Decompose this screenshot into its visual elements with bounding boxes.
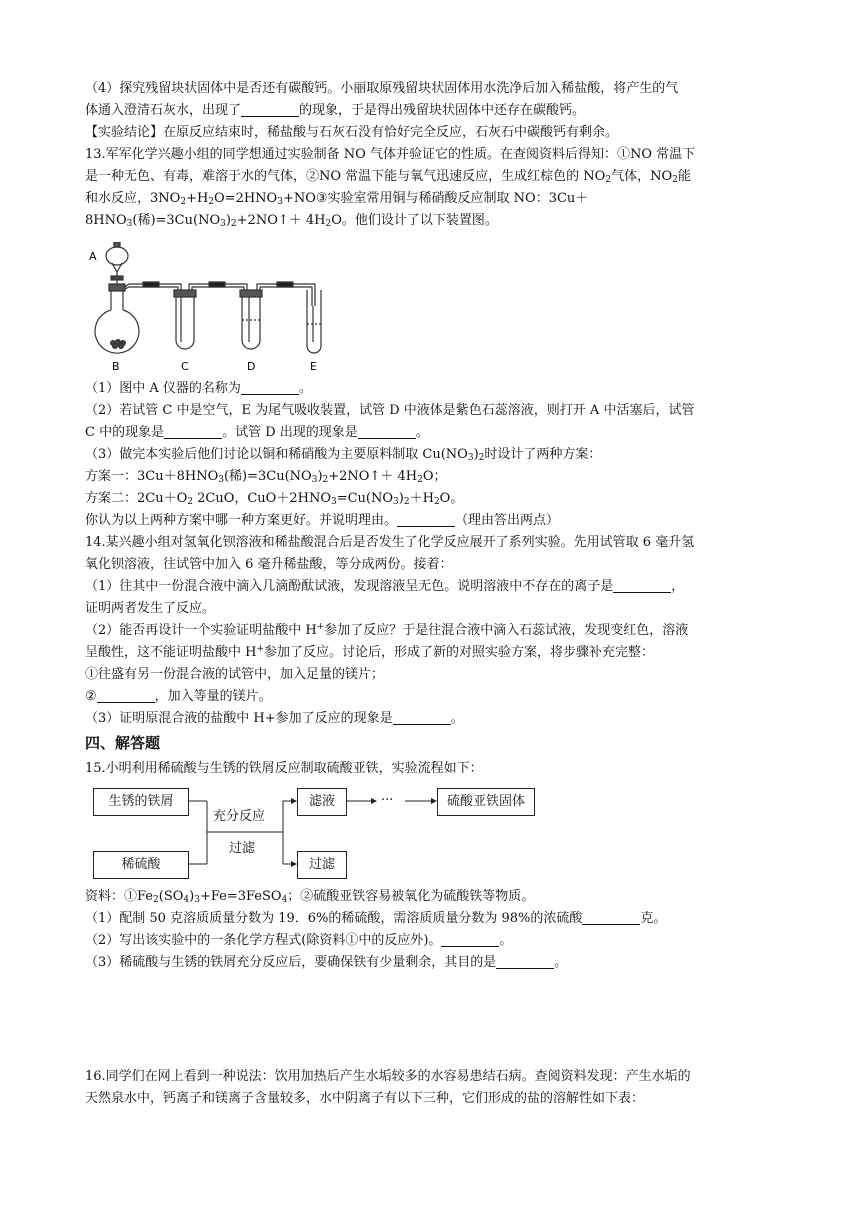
text: 13.军军化学兴趣小组的同学想通过实验制备 NO 气体并验证它的性质。在查阅资料后得知：①NO 常温下 bbox=[85, 147, 696, 162]
q13-part-2-line-1 bbox=[85, 400, 785, 422]
label-e: E bbox=[310, 360, 317, 373]
q13-line-4 bbox=[85, 210, 785, 232]
answer-blank[interactable] bbox=[358, 424, 416, 439]
text: 方案二：2Cu＋O bbox=[85, 491, 188, 506]
q14-part-1 bbox=[85, 576, 785, 598]
q12-line-2 bbox=[85, 100, 785, 122]
text: 2CuO，CuO＋2HNO bbox=[192, 491, 331, 506]
subscript: 2 bbox=[478, 453, 485, 463]
text: （4）探究残留块状固体中是否还有碳酸钙。小丽取原残留块状固体用水洗净后加入稀盐酸，将产生的气 bbox=[85, 81, 679, 96]
text: (SO bbox=[158, 889, 184, 904]
text: 体通入澄清石灰水，出现了 bbox=[85, 103, 242, 118]
text: 的现象，于是得出残留块状固体中还存在碳酸钙。 bbox=[299, 103, 586, 118]
q13-line-3 bbox=[85, 188, 785, 210]
text: +NO③实验室常用铜与稀硝酸反应制取 NO：3Cu＋ bbox=[282, 191, 589, 206]
apparatus-diagram bbox=[85, 242, 345, 374]
text: 证明两者发生了反应。 bbox=[85, 601, 216, 616]
flow-box-product: 硫酸亚铁固体 bbox=[437, 788, 535, 816]
text: 天然泉水中，钙离子和镁离子含量较多，水中阴离子有以下三种，它们形成的盐的溶解性如下表： bbox=[85, 1091, 645, 1106]
subscript: 3 bbox=[126, 219, 133, 229]
text: ② bbox=[85, 689, 97, 704]
text: C 中的现象是 bbox=[85, 425, 165, 440]
text: 资料：①Fe bbox=[85, 889, 154, 904]
subscript: 2 bbox=[153, 895, 159, 905]
text: ) bbox=[189, 889, 195, 904]
text: 是一种无色、有毒，难溶于水的气体，②NO 常温下能与氧气迅速反应，生成红棕色的 NO bbox=[85, 169, 606, 184]
text: （1）图中 A 仪器的名称为 bbox=[85, 381, 241, 396]
text: 。试管 D 出现的现象是 bbox=[222, 425, 358, 440]
experiment-conclusion bbox=[85, 122, 785, 144]
text: O。他们设计了以下装置图。 bbox=[331, 213, 498, 228]
text: （3）证明原混合液的盐酸中 H+参加了反应的现象是 bbox=[85, 711, 393, 726]
q13-part-2-line-2 bbox=[85, 422, 785, 444]
text: （1）配制 50 克溶质质量分数为 19．6%的稀硫酸，需溶质质量分数为 98%的浓硫酸 bbox=[85, 911, 583, 926]
blank-space bbox=[85, 974, 785, 1066]
text: ＋H bbox=[409, 491, 434, 506]
text: 【实验结论】在原反应结束时，稀盐酸与石灰石没有恰好完全反应，石灰石中碳酸钙有剩余。 bbox=[85, 125, 619, 140]
flow-box-filtrate: 滤液 bbox=[297, 788, 347, 816]
subscript: 4 bbox=[183, 895, 190, 905]
text: ) bbox=[473, 447, 479, 462]
label-a: A bbox=[89, 250, 97, 263]
text: (稀)=3Cu(NO bbox=[132, 213, 221, 228]
q15-info bbox=[85, 886, 785, 908]
text: 克。 bbox=[640, 911, 667, 926]
text: 。 bbox=[554, 955, 568, 970]
text: 。 bbox=[298, 381, 312, 396]
q14-part-1-cont bbox=[85, 598, 785, 620]
text: 气体，NO bbox=[611, 169, 673, 184]
q13-line-1 bbox=[85, 144, 785, 166]
label-d: D bbox=[247, 360, 256, 373]
text: 。 bbox=[499, 933, 513, 948]
subscript: 2 bbox=[672, 175, 678, 185]
q13-part-3 bbox=[85, 444, 785, 466]
q14-step-1 bbox=[85, 664, 785, 686]
flow-box-residue: 过滤 bbox=[297, 851, 347, 879]
text: ，加入等量的镁片。 bbox=[154, 689, 272, 704]
q13-part-1 bbox=[85, 378, 785, 400]
text: 16.同学们在网上看到一种说法：饮用加热后产生水垢较多的水容易患结石病。查阅资料发现：产生水垢的 bbox=[85, 1069, 691, 1084]
answer-blank[interactable] bbox=[97, 688, 155, 703]
text: O。 bbox=[439, 491, 464, 506]
text: +2NO↑＋ 4H bbox=[236, 213, 326, 228]
text: 。 bbox=[450, 711, 464, 726]
apparatus-svg bbox=[85, 242, 345, 374]
text: （理由答出两点） bbox=[455, 513, 560, 528]
flow-label-react: 充分反应 bbox=[213, 809, 266, 824]
subscript: 3 bbox=[194, 895, 200, 905]
text: 呈酸性，这不能证明盐酸中 H bbox=[85, 645, 257, 660]
text: O； bbox=[422, 469, 447, 484]
q13-part-4 bbox=[85, 510, 785, 532]
q12-line-1 bbox=[85, 78, 785, 100]
text: （2）若试管 C 中是空气，E 为尾气吸收装置，试管 D 中液体是紫色石蕊溶液，则打开 A 中活塞后，试管 bbox=[85, 403, 695, 418]
text: 方案一：3Cu＋8HNO bbox=[85, 469, 219, 484]
process-flow-diagram bbox=[87, 784, 547, 880]
label-c: C bbox=[181, 360, 189, 373]
text: 和水反应，3NO bbox=[85, 191, 181, 206]
q14-step-2 bbox=[85, 686, 785, 708]
subscript: 3 bbox=[330, 497, 337, 507]
text: 8HNO bbox=[85, 213, 127, 228]
answer-blank[interactable] bbox=[613, 578, 671, 593]
document-page bbox=[85, 78, 785, 1110]
delivery-tubes bbox=[125, 282, 315, 306]
text: 时设计了两种方案： bbox=[484, 447, 602, 462]
text: +2NO↑＋ 4H bbox=[328, 469, 418, 484]
q14-part-2-line-1 bbox=[85, 620, 785, 642]
text: 参加了反应。讨论后，形成了新的对照实验方案，将步骤补充完整： bbox=[264, 645, 655, 660]
text: (稀)=3Cu(NO bbox=[223, 469, 312, 484]
answer-blank[interactable] bbox=[393, 710, 451, 725]
answer-blank[interactable] bbox=[164, 424, 222, 439]
test-tube-c bbox=[174, 290, 196, 349]
text: ①往盛有另一份混合液的试管中，加入足量的镁片； bbox=[85, 667, 385, 682]
section-heading: 四、解答题 bbox=[85, 734, 161, 752]
subscript: 2 bbox=[180, 197, 187, 207]
text: （1）往其中一份混合液中滴入几滴酚酞试液，发现溶液呈无色。说明溶液中不存在的离子是 bbox=[85, 579, 614, 594]
superscript: + bbox=[316, 622, 325, 632]
text: （3）做完本实验后他们讨论以铜和稀硝酸为主要原料制取 Cu(NO bbox=[85, 447, 468, 462]
test-tube-d bbox=[240, 290, 262, 349]
plan-two bbox=[85, 488, 785, 510]
text: 你认为以上两种方案中哪一种方案更好。并说明理由。 bbox=[85, 513, 398, 528]
text: （2）能否再设计一个实验证明盐酸中 H bbox=[85, 623, 317, 638]
text: +Fe=3FeSO bbox=[199, 889, 282, 904]
answer-blank[interactable] bbox=[241, 380, 299, 395]
answer-blank[interactable] bbox=[496, 954, 554, 969]
text: 14.某兴趣小组对氢氧化钡溶液和稀盐酸混合后是否发生了化学反应展开了系列实验。先用试管取 6 毫升氢 bbox=[85, 535, 695, 550]
q14-part-2-line-2 bbox=[85, 642, 785, 664]
text: 参加了反应？于是往混合液中滴入石蕊试液，发现变红色，溶液 bbox=[324, 623, 689, 638]
plan-one bbox=[85, 466, 785, 488]
answer-blank[interactable] bbox=[582, 910, 640, 925]
round-flask-b bbox=[95, 284, 139, 353]
text: （2）写出该实验中的一条化学方程式(除资料①中的反应外)。 bbox=[85, 933, 442, 948]
subscript: 3 bbox=[218, 475, 224, 485]
flow-box-rusty-iron: 生锈的铁屑 bbox=[93, 788, 189, 816]
subscript: 2 bbox=[208, 197, 215, 207]
q14-line-1 bbox=[85, 532, 785, 554]
flow-label-filter: 过滤 bbox=[229, 841, 256, 856]
q14-part-3 bbox=[85, 708, 785, 730]
answer-blank[interactable] bbox=[241, 102, 299, 117]
q15-part-1 bbox=[85, 908, 785, 930]
answer-blank[interactable] bbox=[441, 932, 499, 947]
subscript: 2 bbox=[325, 219, 332, 229]
subscript: 2 bbox=[403, 497, 410, 507]
q15-part-2 bbox=[85, 930, 785, 952]
subscript: 2 bbox=[322, 475, 329, 485]
label-b: B bbox=[112, 360, 120, 373]
text: ；②硫酸亚铁容易被氧化为硫酸铁等物质。 bbox=[287, 889, 535, 904]
q15-part-3 bbox=[85, 952, 785, 974]
text: ) bbox=[398, 491, 404, 506]
subscript: 4 bbox=[281, 895, 288, 905]
text: 15.小明利用稀硫酸与生锈的铁屑反应制取硫酸亚铁，实验流程如下： bbox=[85, 761, 483, 776]
test-tube-e bbox=[307, 290, 321, 353]
text: 能 bbox=[677, 169, 691, 184]
flow-ellipsis: ··· bbox=[381, 793, 394, 808]
answer-blank[interactable] bbox=[397, 512, 455, 527]
separatory-funnel-a bbox=[106, 242, 128, 290]
subscript: 3 bbox=[393, 497, 399, 507]
text: =Cu(NO bbox=[336, 491, 394, 506]
superscript: + bbox=[256, 644, 265, 654]
q15-line-1 bbox=[85, 758, 785, 780]
text: 氧化钡溶液，往试管中加入 6 毫升稀盐酸，等分成两份。接着： bbox=[85, 557, 453, 572]
subscript: 2 bbox=[605, 175, 612, 185]
text: （3）稀硫酸与生锈的铁屑充分反应后，要确保铁有少量剩余，其目的是 bbox=[85, 955, 497, 970]
subscript: 3 bbox=[311, 475, 318, 485]
q16-line-1 bbox=[85, 1066, 785, 1088]
text: O=2HNO bbox=[214, 191, 278, 206]
q13-line-2 bbox=[85, 166, 785, 188]
q14-line-2 bbox=[85, 554, 785, 576]
subscript: 3 bbox=[277, 197, 283, 207]
subscript: 2 bbox=[187, 497, 193, 507]
text: ) bbox=[317, 469, 323, 484]
text: ， bbox=[671, 579, 685, 594]
subscript: 2 bbox=[417, 475, 423, 485]
subscript: 2 bbox=[433, 497, 440, 507]
text: +H bbox=[186, 191, 209, 206]
q16-line-2 bbox=[85, 1088, 785, 1110]
text: 。 bbox=[415, 425, 429, 440]
subscript: 3 bbox=[220, 219, 226, 229]
text: ) bbox=[225, 213, 231, 228]
flow-box-dilute-acid: 稀硫酸 bbox=[93, 851, 189, 879]
subscript: 3 bbox=[467, 453, 474, 463]
subscript: 2 bbox=[230, 219, 237, 229]
